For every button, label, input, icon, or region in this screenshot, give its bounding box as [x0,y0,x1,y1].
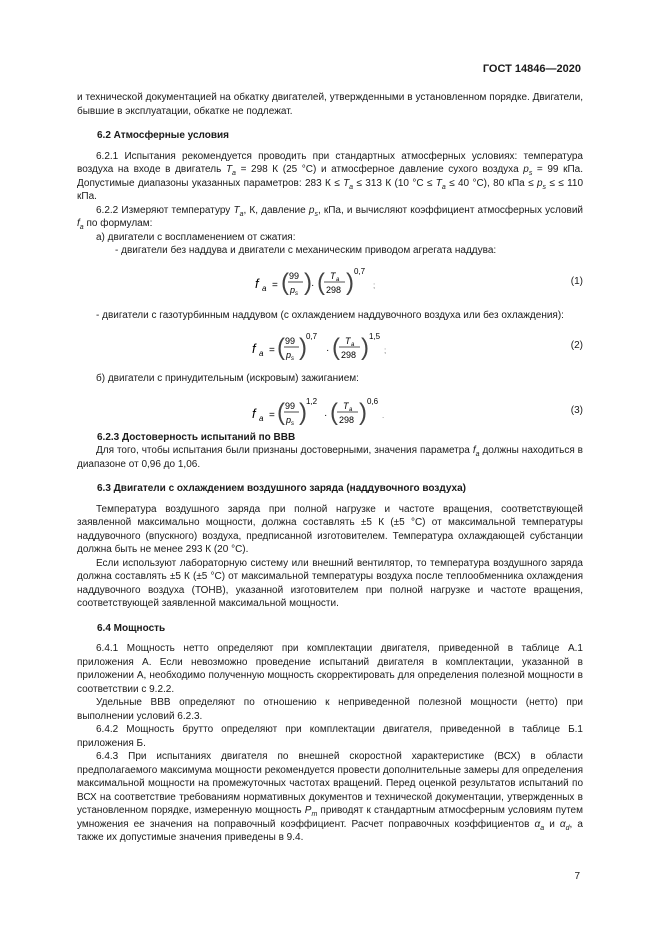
paragraph-6-4-3: 6.4.3 При испытаниях двигателя по внешней скоростной характеристике (ВСХ) в области предполагаемого максимума мощности рекомендуется провести дополнительные замеры для определения максимальной мощности на промежуточных частотах вращений. Перед оценкой результатов испытаний по ВСХ на соответствие требованиям нормативных документов и технической документации, утвержденных в установленном порядке, измеренную мощность $P_m$ приводят к стандартным атмосферным условиям путем умножения ее значения на поправочный коэффициент. Расчет поправочных коэффициентов $\alpha_a$ и $\alpha_d$, а также их допустимые значения приведены в 9.4. [77,751,583,843]
paragraph-6-4-2: 6.4.2 Мощность брутто определяют при комплектации двигателя, приведенной в таблице Б.1 приложения Б. [77,724,583,749]
svg-text:0,7: 0,7 [354,266,366,276]
svg-text:1,5: 1,5 [369,332,381,341]
svg-text:s: s [295,290,298,297]
section-6-4-title: 6.4 Мощность [97,622,166,634]
svg-text:·: · [324,409,328,421]
intro-paragraph: и технической документацией на обкатку двигателей, утвержденными в установленном порядке. Двигатели, бывшие в эксплуатации, обкатке не подлежат. [77,92,583,117]
formula-2 [77,329,583,363]
svg-text:298: 298 [326,284,342,295]
svg-text:): ) [299,398,307,426]
svg-text:): ) [361,334,369,361]
paragraph-6-4-1-specific: Удельные ВВВ определяют по отношению к неприведенной полезной мощности (нетто) при выполнении условий 6.2.3. [77,697,583,722]
svg-text:=: = [269,345,275,356]
svg-text:99: 99 [285,400,296,411]
formula-3-expression [77,394,583,428]
svg-text:0,7: 0,7 [306,332,318,341]
dash-item-1: - двигатели без наддува и двигатели с механическим приводом агрегата наддува: [115,245,497,256]
svg-text:T: T [343,400,349,411]
svg-text:(: ( [277,334,285,361]
svg-text:a: a [336,276,340,283]
svg-text:): ) [346,268,354,296]
dash-item-2: - двигатели с газотурбинным наддувом (с охлаждением наддувочного воздуха или без охлаждения): [96,309,564,321]
svg-text:(: ( [317,268,325,296]
section-6-2-3-title: 6.2.3 Достоверность испытаний по ВВВ [97,431,296,443]
svg-text:T: T [345,336,351,346]
svg-text:f: f [252,405,256,421]
svg-text:s: s [291,356,294,362]
svg-text:f: f [252,341,256,356]
svg-text:): ) [304,268,312,296]
svg-text:(: ( [332,334,340,361]
formula-3-number: (3) [570,404,583,416]
svg-text:·: · [311,279,315,291]
svg-text:99: 99 [289,270,300,281]
svg-text:p: p [286,350,292,360]
paragraph-6-2-2: 6.2.2 Измеряют температуру $T_a$, К, давление $p_s$, кПа, и вычисляют коэффициент атмосферных условий $f_a$ по формулам: [77,204,584,231]
svg-text:): ) [299,334,307,361]
standard-header: ГОСТ 14846—2020 [482,63,581,75]
svg-text:298: 298 [339,414,355,425]
section-6-2-title: 6.2 Атмосферные условия [97,130,230,141]
svg-text:): ) [359,398,367,426]
paragraph-6-3-2: Если используют лабораторную систему или внешний вентилятор, то температура воздушного заряда должна составлять ±5 К (±5 °C) от максимальной температуры воздуха после теплообменника охлаждения наддувочного воздуха (ТОНВ), указанной изготовителем при полной нагрузке и частоте вращения, соответствующей заявленной максимальной мощности. [77,557,583,609]
svg-text:a: a [259,349,264,358]
formula-1 [77,265,583,299]
svg-text:p: p [286,414,292,425]
svg-text:1,2: 1,2 [306,396,318,406]
paragraph-6-4-1: 6.4.1 Мощность нетто определяют при комплектации двигателя, приведенной в таблице А.1 приложения А. Если невозможно проведение испытаний двигателя в комплектации, указанной в приложении А, необходимо полученную мощность скорректировать для определения полезной мощности в соответствии с 9.2.2. [77,643,583,695]
formula-1-number: (1) [570,275,583,287]
formula-3 [77,394,583,428]
svg-text:(: ( [277,398,285,426]
svg-text:f: f [255,275,259,291]
formula-2-number: (2) [570,340,583,351]
paragraph-6-2-1: 6.2.1 Испытания рекомендуется проводить при стандартных атмосферных условиях: температура воздуха на входе в двигатель $T_a = 298$ К (25 °C) и атмосферное давление сухого воздуха $p_s = 99$ кПа. Допустимые диапазоны указанных параметров: 283 $К \le T_a \le 313$ К (10 $^\circ C \le T_a \le 40$ °C), 80 кПа ≤ $p_s$ ≤ ≤ 110 кПа. [77,150,584,202]
paragraph-6-3-1: Температура воздушного заряда при полной нагрузке и частоте вращения, соответствующей заявленной максимально мощности, должна составлять ±5 К (±5 °C) от максимальной температуры наддувочного (впускного) воздуха, предписанной изготовителем. Температура охлаждающей субстанции должна быть не менее 293 К (20 °C). [77,503,583,555]
svg-text:(: ( [281,268,289,296]
paragraph-6-2-3: Для того, чтобы испытания были признаны достоверными, значения параметра $f_a$ должны находиться в диапазоне от 0,96 до 1,06. [77,445,583,470]
svg-text:·: · [326,345,330,356]
section-6-3-title: 6.3 Двигатели с охлаждением воздушного заряда (наддувочного воздуха) [97,483,466,494]
item-a: а) двигатели с воспламенением от сжатия: [96,231,296,243]
formula-2-expression [77,329,583,363]
svg-text:(: ( [330,398,338,426]
svg-text:;: ; [373,280,376,290]
svg-text:s: s [291,420,294,427]
page-number: 7 [574,871,580,882]
formula-1-expression [77,265,583,299]
svg-text:=: = [272,279,278,291]
svg-text:T: T [330,270,336,281]
svg-text:99: 99 [285,336,296,346]
svg-text:a: a [262,283,267,293]
item-b: б) двигатели с принудительным (искровым) зажиганием: [96,373,359,384]
svg-text:=: = [269,409,275,421]
svg-text:a: a [259,413,264,423]
svg-text:0,6: 0,6 [367,396,379,406]
svg-text:a: a [351,342,355,348]
page-content [77,91,583,845]
svg-text:p: p [290,284,296,295]
svg-text:298: 298 [341,350,357,360]
svg-text:.: . [382,410,385,420]
svg-text:;: ; [384,346,387,355]
svg-text:a: a [349,406,353,413]
